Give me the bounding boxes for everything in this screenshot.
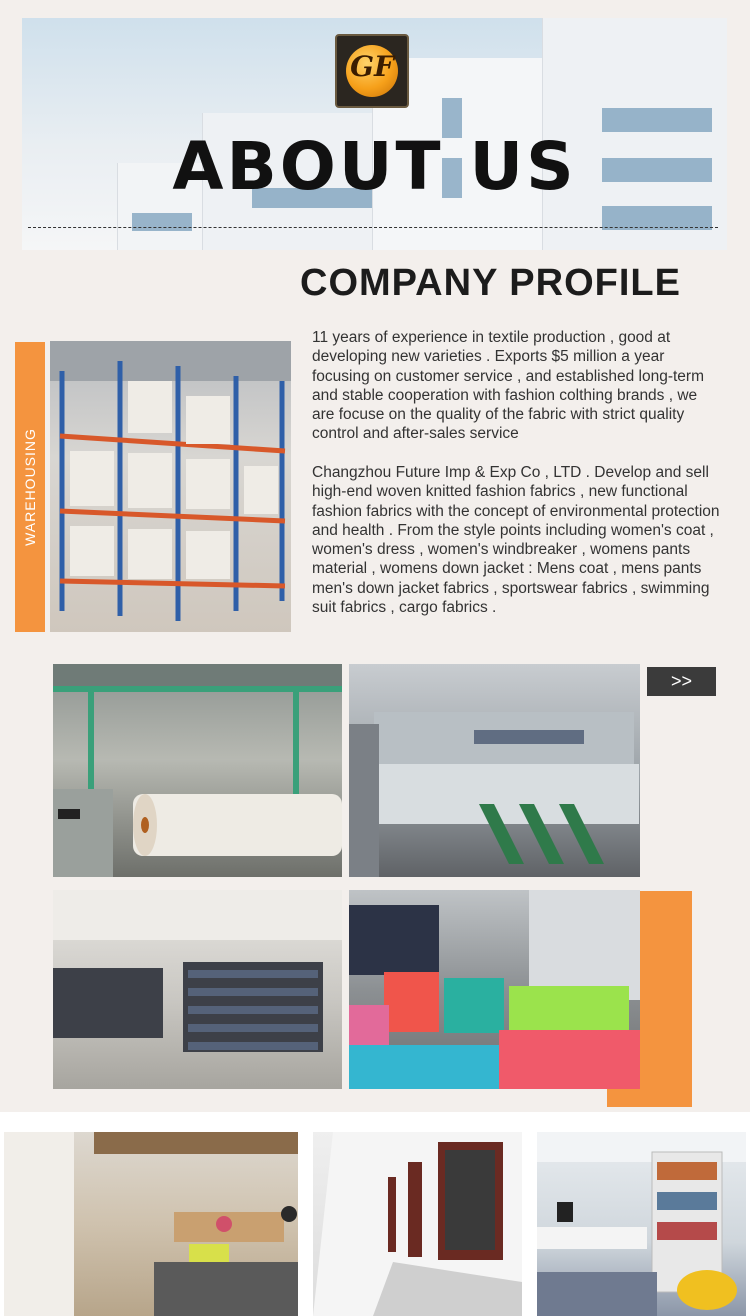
fabric-roll-machine-photo xyxy=(53,664,342,877)
profile-paragraph-2: Changzhou Future Imp & Exp Co , LTD . Develop and sell high-end woven knitted fashion fabrics , new functional fashion fabrics with the concept of environmental protection and health . From the style points including women's coat , women's dress , women's windbreaker , womens pants material , womens down jacket : Mens coat , mens pants men's down jacket fabrics , sportswear fabrics , swimming suit fabrics , cargo fabrics . xyxy=(312,464,720,617)
profile-paragraph-1: 11 years of experience in textile production , good at developing new varieties . Exports $5 million a year focusing on customer service , and established long-term and stable cooperation with fashion colthing brands , we are focuse on the quality of the fabric with strict quality control and after-sales service xyxy=(312,329,705,443)
colorful-fabric-rolls-photo xyxy=(349,890,640,1089)
open-office-graphic xyxy=(537,1132,746,1316)
about-us-title: ABOUT US xyxy=(172,128,577,205)
warehouse-photo xyxy=(50,341,291,632)
fabric-storage-photo xyxy=(53,890,342,1089)
company-logo xyxy=(335,34,409,108)
dashed-divider xyxy=(28,227,718,228)
corridor-photo xyxy=(313,1132,522,1316)
packaging-machine-graphic xyxy=(349,664,640,877)
warehouse-racks-graphic xyxy=(50,341,291,632)
office-lounge-photo xyxy=(4,1132,298,1316)
fabric-stacks-graphic xyxy=(53,890,342,1089)
company-profile-title: COMPANY PROFILE xyxy=(300,262,681,304)
packaging-machine-photo xyxy=(349,664,640,877)
warehousing-label-text: WAREHOUSING xyxy=(22,428,38,546)
corridor-graphic xyxy=(313,1132,522,1316)
colorful-rolls-graphic xyxy=(349,890,640,1089)
next-button[interactable]: >> xyxy=(647,667,716,696)
logo-monogram: GF xyxy=(350,50,394,83)
fabric-roll-graphic xyxy=(53,664,342,877)
open-office-photo xyxy=(537,1132,746,1316)
office-lounge-graphic xyxy=(4,1132,298,1316)
warehousing-label xyxy=(15,342,45,632)
